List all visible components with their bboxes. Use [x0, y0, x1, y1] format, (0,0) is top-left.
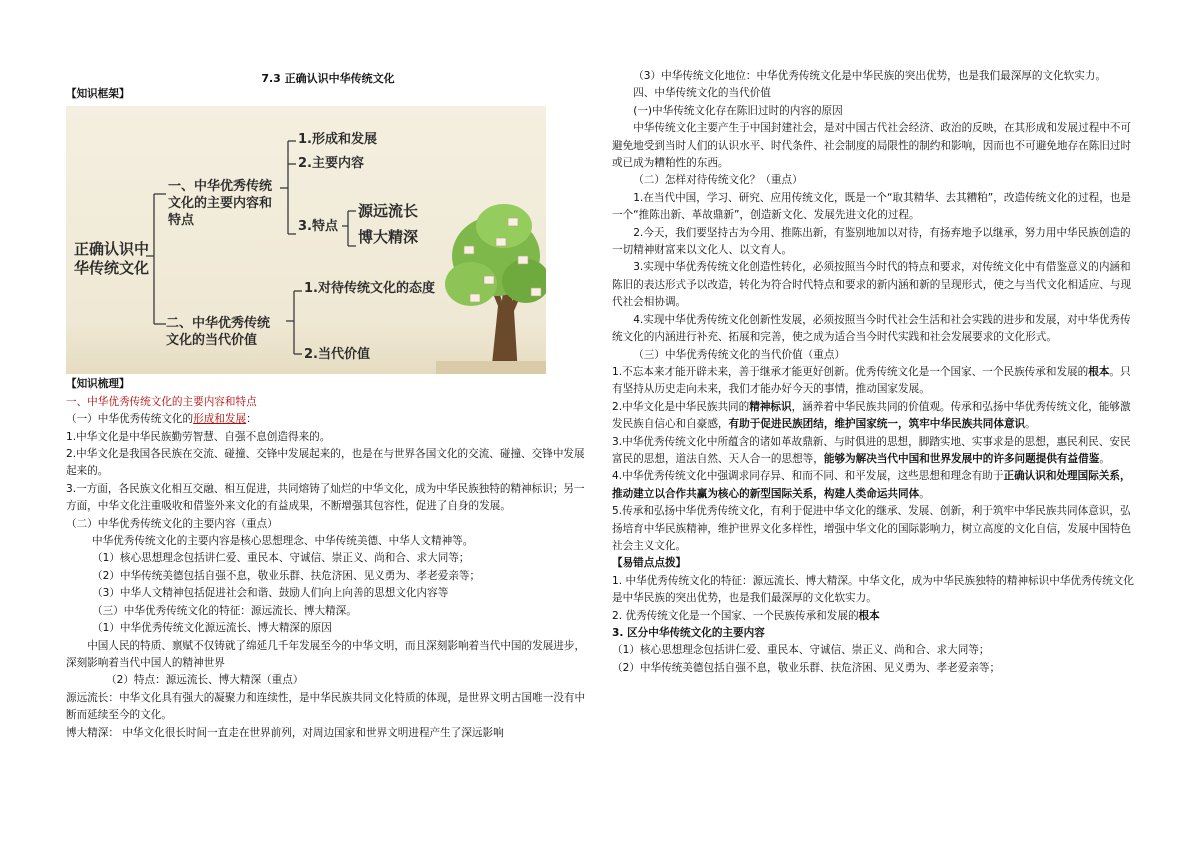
knowledge-framework-diagram [66, 106, 546, 374]
subsection-heading: （三）中华优秀传统文化的当代价值（重点） [633, 348, 846, 361]
section-1-heading: 一、中华优秀传统文化的主要内容和特点 [66, 395, 257, 408]
paragraph: 中国人民的特质、禀赋不仅铸就了绵延几千年发展至今的中华文明，而且深刻影响着当代中国的发展进步，深刻影响着当代中国人的精神世界 [66, 639, 586, 669]
paragraph: 3.一方面，各民族文化相互交融、相互促进，共同熔铸了灿烂的中华文化，成为中华民族独特的精神标识；另一方面，中华文化注重吸收和借鉴外来文化的有益成果，不断增强其包容性，促进了自身的发展。 [66, 482, 585, 513]
diagram-b1-sub-1: 源远流长 [358, 202, 419, 221]
paragraph: （3）中华人文精神包括促进社会和谐、鼓励人们向上向善的思想文化内容等 [92, 587, 449, 600]
paragraph: 2. 优秀传统文化是一个国家、一个民族传承和发展的根本 [612, 609, 880, 622]
paragraph: 中华传统文化主要产生于中国封建社会，是对中国古代社会经济、政治的反映，在其形成和发展过程中不可避免地受到当时人们的认识水平、时代条件、社会制度的局限性的制约和影响，因而也不可避免地存在陈旧过时或已成为糟粕性的东西。 [612, 122, 1132, 170]
paragraph: 4.实现中华优秀传统文化创新性发展，必须按照当今时代社会生活和社会实践的进步和发展，对中华优秀传统文化的内涵进行补充、拓展和完善，使之成为适合当今时代实践和社会发展要求的文化形式。 [612, 313, 1131, 344]
paragraph: 5.传承和弘扬中华优秀传统文化，有利于促进中华文化的继承、发展、创新，利于筑牢中华民族共同体意识，弘扬培育中华民族精神，维护世界文化多样性，增强中华文化的国际影响力，树立高度的文化自信，发展中国特色社会主义文化。 [612, 505, 1132, 552]
subsection-heading: （二）怎样对待传统文化？（重点） [633, 174, 803, 187]
paragraph: 4.中华优秀传统文化中强调求同存异、和而不同、和平发展，这些思想和理念有助于正确认识和处理国际关系，推动建立以合作共赢为核心的新型国际关系，构建人类命运共同体。 [612, 470, 1131, 500]
paragraph: 源远流长：中华文化具有强大的凝聚力和连续性，是中华民族共同文化特质的体现，是世界文明古国唯一没有中断而延续至今的文化。 [66, 691, 586, 722]
tree-illustration [436, 204, 546, 374]
page-title: 7.3 正确认识中华传统文化 [261, 72, 395, 85]
paragraph: 3. 区分中华传统文化的主要内容 [612, 627, 765, 639]
paragraph: 3.中华优秀传统文化中所蕴含的诸如革故鼎新、与时俱进的思想，脚踏实地、实事求是的思想，惠民利民、安民富民的思想，道法自然、天人合一的思想等，能够为解决当代中国和世界发展中的许多问题提供有益借鉴。 [612, 435, 1131, 465]
error-tips-heading: 【易错点点拨】 [612, 557, 687, 570]
section-4-heading: 四、中华传统文化的当代价值 [633, 87, 771, 100]
diagram-b2-item-2: 2.当代价值 [304, 347, 370, 363]
paragraph: （2）特点：源远流长、博大精深（重点） [106, 674, 304, 687]
subsection-2-heading: （二）中华优秀传统文化的主要内容（重点） [66, 517, 278, 530]
paragraph: （3）中华传统文化地位：中华优秀传统文化是中华民族的突出优势，也是我们最深厚的文化软实力。 [633, 70, 1107, 82]
paragraph: （1）中华优秀传统文化源远流长、博大精深的原因 [92, 622, 332, 635]
framework-heading: 【知识框架】 [66, 88, 130, 100]
paragraph: （1）核心思想理念包括讲仁爱、重民本、守诚信、崇正义、尚和合、求大同等； [612, 644, 990, 657]
paragraph: 2.今天，我们要坚持古为今用、推陈出新，有鉴别地加以对待，有扬弃地予以继承，努力用中华民族创造的一切精神财富来以文化人、以文育人。 [612, 226, 1131, 257]
left-column [66, 86, 590, 742]
diagram-b1-sub-2: 博大精深 [358, 228, 419, 247]
paragraph: 1. 中华优秀传统文化的特征：源远流长、博大精深。中华文化，成为中华民族独特的精神标识中华优秀传统文化是中华民族的突出优势，也是我们最深厚的文化软实力。 [612, 574, 1134, 605]
paragraph: 2.中华文化是中华民族共同的精神标识，涵养着中华民族共同的价值观。传承和弘扬中华优秀传统文化，能够激发民族自信心和自豪感，有助于促进民族团结，维护国家统一，筑牢中华民族共同体意识。 [612, 400, 1131, 431]
diagram-b2-item-1: 1.对待传统文化的态度 [304, 281, 435, 297]
subsection-heading: (一)中华传统文化存在陈旧过时的内容的原因 [633, 104, 843, 117]
diagram-b1-item-3: 3.特点 [298, 219, 338, 235]
paragraph: （2）中华传统美德包括自强不息，敬业乐群、扶危济困、见义勇为、孝老爱亲等； [612, 661, 1001, 674]
subsection-1-heading: （一）中华优秀传统文化的形成和发展： [66, 413, 257, 426]
paragraph: 1.不忘本来才能开辟未来，善于继承才能更好创新。优秀传统文化是一个国家、一个民族传承和发展的根本。只有坚持从历史走向未来，我们才能办好今天的事情，推动国家发展。 [612, 365, 1131, 396]
diagram-branch-1: 一、中华优秀传统 文化的主要内容和 特点 [168, 179, 273, 229]
paragraph: 3.实现中华优秀传统文化创造性转化，必须按照当今时代的特点和要求，对传统文化中有借鉴意义的内涵和陈旧的表达形式予以改造，转化为符合时代特点和要求的新内涵和新的呈现形式，使之与当代文化相适应、与现代社会相协调。 [612, 261, 1132, 309]
paragraph: 1.在当代中国，学习、研究、应用传统文化，既是一个“取其精华、去其糟粕”，改造传统文化的过程，也是一个“推陈出新、革故鼎新”，创造新文化、发展先进文化的过程。 [612, 191, 1131, 222]
paragraph: 1.中华文化是中华民族勤劳智慧、自强不息创造得来的。 [66, 430, 331, 443]
right-column [612, 68, 1136, 677]
paragraph: （2）中华传统美德包括自强不息，敬业乐群、扶危济困、见义勇为、孝老爱亲等； [92, 569, 481, 582]
paragraph: 中华优秀传统文化的主要内容是核心思想理念、中华传统美德、中华人文精神等。 [92, 535, 474, 548]
diagram-branch-2: 二、中华优秀传统 文化的当代价值 [166, 316, 271, 349]
diagram-root: 正确认识中 华传统文化 [74, 240, 150, 278]
diagram-b1-item-1: 1.形成和发展 [298, 132, 377, 148]
paragraph: （三）中华优秀传统文化的特征：源远流长、博大精深。 [92, 604, 357, 617]
paragraph: 2.中华文化是我国各民族在交流、碰撞、交锋中发展起来的，也是在与世界各国文化的交流、碰撞、交锋中发展起来的。 [66, 448, 585, 478]
paragraph: 博大精深： 中华文化很长时间一直走在世界前列，对周边国家和世界文明进程产生了深远影响 [66, 726, 504, 739]
paragraph: （1）核心思想理念包括讲仁爱、重民本、守诚信、崇正义、尚和合、求大同等； [92, 552, 470, 565]
review-heading: 【知识梳理】 [66, 378, 130, 391]
diagram-b1-item-2: 2.主要内容 [298, 156, 364, 172]
